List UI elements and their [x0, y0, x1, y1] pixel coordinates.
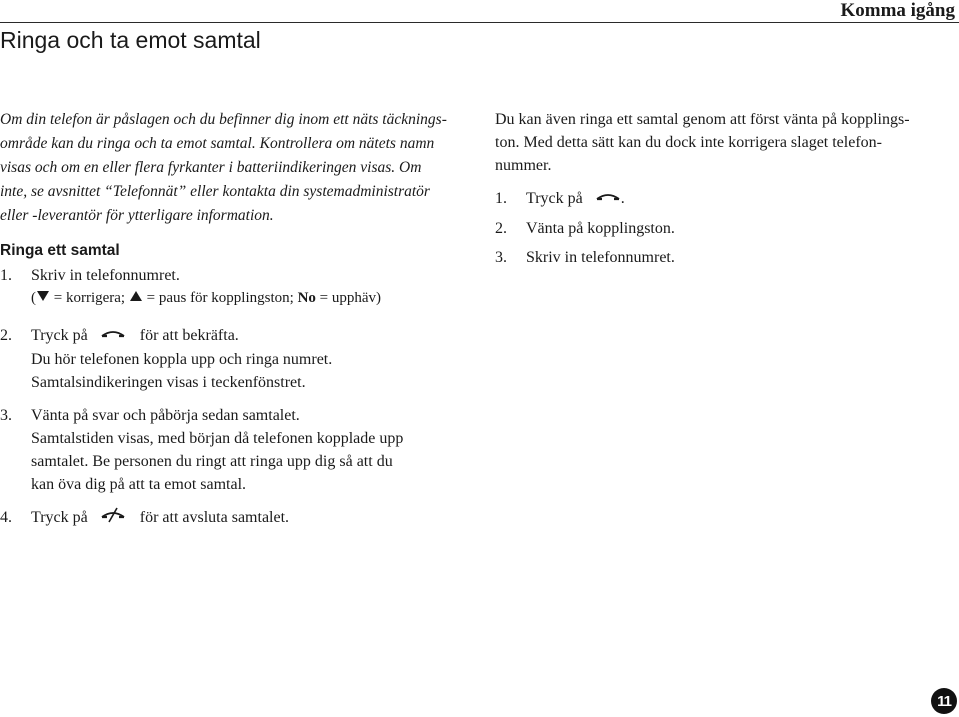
- step-3: [0, 404, 470, 496]
- step-2: [0, 324, 470, 394]
- intro-line: Om din telefon är påslagen och du befinner dig inom ett näts täcknings-: [0, 111, 447, 128]
- step-number: 2.: [495, 219, 507, 237]
- end-call-key-icon: [100, 507, 126, 530]
- step-number: 3.: [0, 406, 12, 424]
- step-text: Skriv in telefonnumret.: [526, 248, 675, 266]
- step-text: Vänta på svar och påbörja sedan samtalet.: [31, 406, 300, 424]
- step-detail: kan öva dig på att ta emot samtal.: [31, 475, 247, 493]
- step-text-pre: Tryck på: [31, 327, 88, 345]
- step-number: 3.: [495, 248, 507, 266]
- left-column: [0, 108, 470, 530]
- keys-note-correct: = korrigera;: [53, 290, 126, 306]
- step-number: 1.: [495, 190, 507, 207]
- right-step-3: [495, 246, 959, 269]
- intro-line: visas och om en eller flera fyrkanter i batteriindikeringen visas. Om: [0, 159, 422, 176]
- step-4: [0, 506, 470, 530]
- right-step-1: [495, 187, 959, 211]
- page-title: Ringa och ta emot samtal: [0, 27, 261, 53]
- arrow-up-key-icon: [129, 287, 143, 310]
- right-paragraph: [495, 108, 959, 177]
- right-paragraph-line: ton. Med detta sätt kan du dock inte korrigera slaget telefon-: [495, 134, 882, 151]
- intro-line: inte, se avsnittet “Telefonnät” eller kontakta din systemadministratör: [0, 183, 430, 200]
- arrow-down-key-icon: [36, 287, 50, 310]
- call-key-icon: [100, 325, 126, 348]
- page-number-badge: 11: [931, 688, 957, 714]
- intro-line: eller -leverantör för ytterligare information.: [0, 207, 274, 224]
- step-text: Vänta på kopplingston.: [526, 219, 675, 237]
- call-key-icon: [595, 188, 621, 211]
- header-rule: [0, 22, 959, 23]
- step-text-post: för att avsluta samtalet.: [139, 508, 290, 526]
- step-detail: Du hör telefonen koppla upp och ringa numret.: [31, 350, 333, 368]
- step-detail: Samtalsindikeringen visas i teckenfönstret.: [31, 373, 306, 391]
- keys-note: [0, 287, 470, 310]
- intro-paragraph: [0, 108, 470, 228]
- keys-note-cancel: = upphäv): [319, 290, 382, 306]
- step-number: 4.: [0, 508, 12, 526]
- keys-note-pause: = paus för kopplingston;: [146, 290, 294, 306]
- step-number: 1.: [0, 267, 12, 284]
- step-text: Skriv in telefonnumret.: [31, 267, 180, 284]
- step-text-pre: Tryck på: [31, 508, 88, 526]
- step-number: 2.: [0, 327, 12, 345]
- step-text-post: .: [620, 190, 625, 207]
- right-paragraph-line: Du kan även ringa ett samtal genom att först vänta på kopplings-: [495, 111, 910, 128]
- chapter-title: Komma igång: [840, 0, 955, 21]
- right-step-2: [495, 217, 959, 240]
- step-detail: samtalet. Be personen du ringt att ringa upp dig så att du: [31, 452, 393, 470]
- section-heading: Ringa ett samtal: [0, 242, 120, 259]
- step-detail: Samtalstiden visas, med början då telefonen kopplade upp: [31, 429, 404, 447]
- right-column: [495, 108, 959, 269]
- no-key-label: No: [297, 290, 316, 306]
- right-paragraph-line: nummer.: [495, 157, 552, 174]
- step-text-pre: Tryck på: [526, 190, 583, 207]
- keys-note-open: (: [31, 290, 36, 306]
- intro-line: område kan du ringa och ta emot samtal. Kontrollera om nätets namn: [0, 135, 435, 152]
- step-text-post: för att bekräfta.: [139, 327, 239, 345]
- step-1: [0, 264, 470, 310]
